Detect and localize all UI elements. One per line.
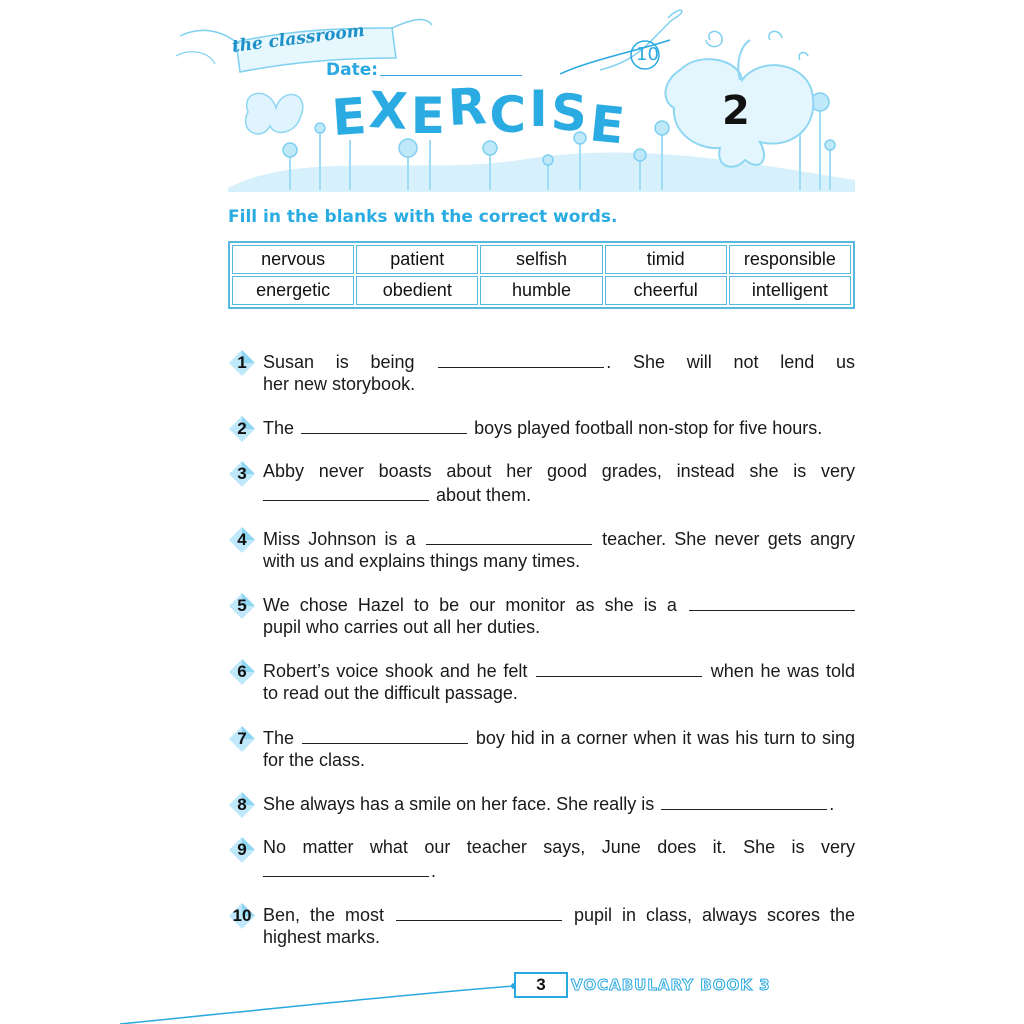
- question-5: [228, 592, 855, 638]
- exercise-number: 2: [722, 88, 750, 134]
- footer-book-title: VOCABULARY BOOK 3: [571, 976, 771, 994]
- question-text: Miss Johnson is a: [263, 529, 416, 549]
- question-line: [263, 725, 855, 749]
- question-number-badge: [228, 415, 256, 443]
- question-2: [228, 415, 855, 439]
- word-bank: [228, 241, 855, 309]
- page-number-badge: 10: [636, 44, 659, 65]
- question-text: pupil who carries out all her duties.: [263, 617, 541, 637]
- question-8: [228, 791, 855, 815]
- question-text: teacher. She never gets angry: [602, 529, 855, 549]
- question-number: 8: [237, 795, 247, 814]
- question-text: her new storybook.: [263, 374, 416, 394]
- answer-blank[interactable]: [263, 482, 429, 501]
- question-text: .: [829, 794, 835, 814]
- answer-blank[interactable]: [438, 349, 604, 368]
- question-9: [228, 836, 855, 882]
- question-number: 3: [237, 464, 247, 483]
- question-text: No matter what our teacher says, June does it. She is very: [263, 837, 855, 857]
- question-line: [263, 791, 855, 815]
- topic-label: the classroom: [230, 20, 366, 57]
- question-number-badge: [228, 526, 256, 554]
- question-text: The: [263, 418, 295, 438]
- question-number: 5: [237, 596, 247, 615]
- title-letter: E: [586, 94, 630, 156]
- title-letter: S: [549, 83, 592, 143]
- question-text: Susan is being: [263, 352, 415, 372]
- question-number-badge: [228, 725, 256, 753]
- question-line: [263, 902, 855, 926]
- question-number-badge: [228, 836, 256, 864]
- word-bank-cell: timid: [605, 245, 727, 274]
- question-text: boys played football non-stop for five hours.: [474, 418, 823, 438]
- exercise-title: [330, 76, 630, 156]
- date-field-line[interactable]: [380, 75, 522, 76]
- word-bank-cell: nervous: [232, 245, 354, 274]
- question-number: 7: [237, 729, 247, 748]
- word-bank-cell: selfish: [480, 245, 602, 274]
- question-6: [228, 658, 855, 704]
- question-number-badge: [228, 658, 256, 686]
- question-number: 6: [237, 662, 247, 681]
- question-number-badge: [228, 592, 256, 620]
- question-text: Ben, the most: [263, 905, 385, 925]
- question-number: 10: [232, 906, 252, 925]
- title-letter: I: [529, 80, 551, 138]
- answer-blank[interactable]: [689, 592, 855, 611]
- question-number: 2: [237, 419, 247, 438]
- question-line: [263, 415, 855, 439]
- question-number-badge: [228, 791, 256, 819]
- question-line: [263, 858, 855, 882]
- question-text: highest marks.: [263, 927, 381, 947]
- title-letter: C: [489, 86, 530, 144]
- title-letter: X: [367, 80, 413, 142]
- question-text: when he was told: [710, 661, 855, 681]
- word-bank-cell: responsible: [729, 245, 851, 274]
- question-line: [263, 526, 855, 550]
- question-text: She always has a smile on her face. She really is: [263, 794, 655, 814]
- question-3: [228, 460, 855, 506]
- word-bank-cell: humble: [480, 276, 602, 305]
- instruction-text: Fill in the blanks with the correct words.: [228, 207, 618, 227]
- title-letter: E: [330, 86, 372, 148]
- question-text: We chose Hazel to be our monitor as she is a: [263, 595, 677, 615]
- question-text: Abby never boasts about her good grades, instead she is very: [263, 461, 855, 481]
- question-line: [263, 482, 855, 506]
- question-number: 1: [237, 353, 247, 372]
- question-7: [228, 725, 855, 771]
- word-bank-cell: obedient: [356, 276, 478, 305]
- question-number: 4: [237, 530, 247, 549]
- question-text: . She will not lend us: [606, 352, 855, 372]
- word-bank-cell: intelligent: [729, 276, 851, 305]
- title-letter: E: [410, 87, 448, 145]
- answer-blank[interactable]: [301, 415, 467, 434]
- question-number-badge: [228, 460, 256, 488]
- question-text: with us and explains things many times.: [263, 551, 581, 571]
- answer-blank[interactable]: [396, 902, 562, 921]
- answer-blank[interactable]: [536, 658, 702, 677]
- question-text: boy hid in a corner when it was his turn to sing: [475, 728, 855, 748]
- question-line: [263, 658, 855, 682]
- question-number-badge: [228, 902, 256, 930]
- question-line: [263, 592, 855, 616]
- question-text: Robert’s voice shook and he felt: [263, 661, 528, 681]
- question-number-badge: [228, 349, 256, 377]
- word-bank-cell: energetic: [232, 276, 354, 305]
- answer-blank[interactable]: [426, 526, 592, 545]
- question-1: [228, 349, 855, 395]
- question-text: for the class.: [263, 750, 366, 770]
- answer-blank[interactable]: [302, 725, 468, 744]
- title-letter: R: [446, 76, 491, 138]
- word-bank-cell: patient: [356, 245, 478, 274]
- footer-page-number: 3: [514, 972, 568, 998]
- question-number: 9: [237, 840, 247, 859]
- question-4: [228, 526, 855, 572]
- question-text: to read out the difficult passage.: [263, 683, 518, 703]
- footer-swoosh: [0, 940, 1024, 1024]
- question-text: The: [263, 728, 295, 748]
- question-text: pupil in class, always scores the: [573, 905, 855, 925]
- question-text: about them.: [436, 485, 532, 505]
- answer-blank[interactable]: [661, 791, 827, 810]
- question-text: .: [431, 861, 437, 881]
- question-line: [263, 349, 855, 373]
- date-label: Date:: [326, 60, 379, 80]
- word-bank-cell: cheerful: [605, 276, 727, 305]
- answer-blank[interactable]: [263, 858, 429, 877]
